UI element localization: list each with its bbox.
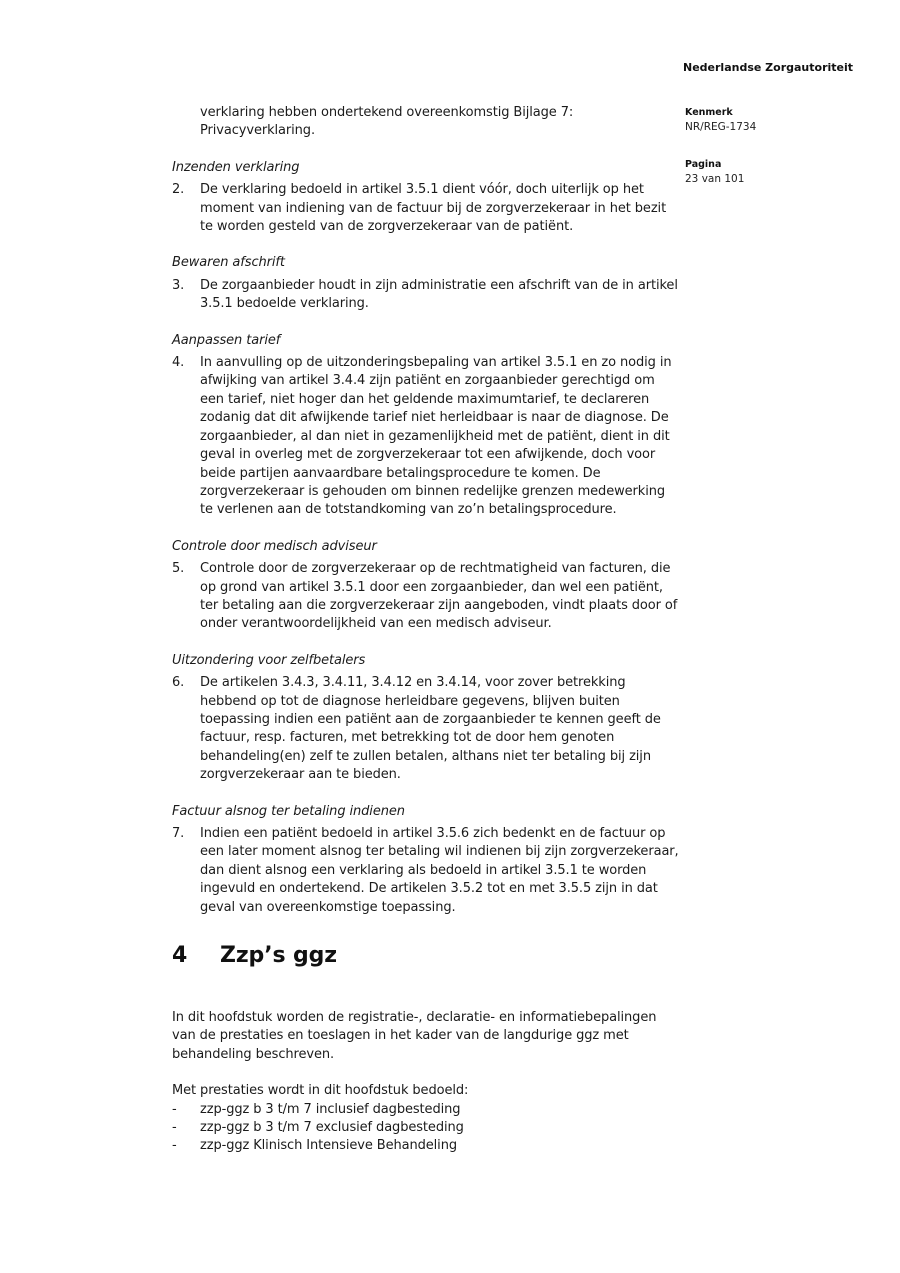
item-number: 7. <box>172 826 185 841</box>
section-heading: Uitzondering voor zelfbetalers <box>172 652 366 668</box>
bullet-text: zzp-ggz b 3 t/m 7 exclusief dagbesteding <box>200 1120 464 1136</box>
item-text: Indien een patiënt bedoeld in artikel 3.5.6 zich bedenkt en de factuur op een later moment alsnog ter betaling wil indienen bij zijn zorgverzekeraar, dan dient alsnog een verklaring als bedoeld in artikel 3.5.1 te worden ingevuld en ondertekend. De artikelen 3.5.2 tot en met 3.5.5 zijn in dat geval van overeenkomstige toepassing. <box>200 826 679 915</box>
kenmerk-label: Kenmerk <box>685 107 733 118</box>
section-heading: Factuur alsnog ter betaling indienen <box>172 803 405 819</box>
bullet-dash: - <box>172 1120 177 1136</box>
numbered-item <box>172 674 679 784</box>
chapter-intro-paragraph: In dit hoofdstuk worden de registratie-, declaratie- en informatiebepalingen van de prestaties en toeslagen in het kader van de langdurige ggz met behandeling beschreven. <box>172 1010 657 1062</box>
item-text: In aanvulling op de uitzonderingsbepaling van artikel 3.5.1 en zo nodig in afwijking van artikel 3.4.4 zijn patiënt en zorgaanbieder gerechtigd om een tarief, niet hoger dan het geldende maximumtarief, te declareren zodanig dat dit afwijkende tarief niet herleidbaar is naar de diagnose. De zorgaanbieder, al dan niet in gezamenlijkheid met de patiënt, dient in dit geval in overleg met de zorgverzekeraar tot een afwijkende, doch voor beide partijen aanvaardbare betalingsprocedure te komen. De zorgverzekeraar is gehouden om binnen redelijke grenzen medewerking te verlenen aan de totstandkoming van zo’n betalingsprocedure. <box>200 355 672 518</box>
section-heading: Bewaren afschrift <box>172 255 285 271</box>
bullet-item <box>172 1101 679 1119</box>
item-number: 4. <box>172 355 185 371</box>
item-number: 3. <box>172 277 185 293</box>
bullet-item <box>172 1137 679 1155</box>
prestaties-list-intro: Met prestaties wordt in dit hoofdstuk bedoeld: <box>172 1083 469 1099</box>
pagina-value: 23 van 101 <box>685 173 745 185</box>
bullet-item <box>172 1119 679 1137</box>
chapter-number: 4 <box>172 943 188 969</box>
section-heading: Inzenden verklaring <box>172 159 300 175</box>
item-number: 5. <box>172 561 185 577</box>
section-heading: Aanpassen tarief <box>172 332 281 348</box>
bullets-container <box>172 1101 679 1156</box>
numbered-item <box>172 277 679 314</box>
numbered-item <box>172 354 679 520</box>
numbered-item <box>172 560 679 634</box>
continuation-paragraph: verklaring hebben ondertekend overeenkomstig Bijlage 7: Privacyverklaring. <box>200 105 574 139</box>
numbered-item <box>172 181 679 236</box>
item-text: Controle door de zorgverzekeraar op de rechtmatigheid van facturen, die op grond van artikel 3.5.1 door een zorgaanbieder, dan wel een patiënt, ter betaling aan die zorgverzekeraar zijn aangeboden, vindt plaats door of onder verantwoordelijkheid van een medisch adviseur. <box>200 561 678 632</box>
pagina-label: Pagina <box>685 159 722 170</box>
kenmerk-value: NR/REG-1734 <box>685 121 757 133</box>
bullet-text: zzp-ggz Klinisch Intensieve Behandeling <box>200 1138 457 1154</box>
numbered-item <box>172 825 679 917</box>
item-text: De verklaring bedoeld in artikel 3.5.1 dient vóór, doch uiterlijk op het moment van indiening van de factuur bij de zorgverzekeraar in het bezit te worden gesteld van de zorgverzekeraar van de patiënt. <box>200 182 667 235</box>
main-text-column <box>172 104 679 1156</box>
bullet-dash: - <box>172 1101 177 1117</box>
document-meta <box>685 107 756 211</box>
bullet-text: zzp-ggz b 3 t/m 7 inclusief dagbesteding <box>200 1101 461 1117</box>
sections-container <box>172 159 679 917</box>
organization-title: Nederlandse Zorgautoriteit <box>683 61 854 74</box>
bullet-dash: - <box>172 1138 177 1154</box>
item-number: 6. <box>172 675 185 691</box>
chapter-title: Zzp’s ggz <box>220 943 338 969</box>
chapter-heading <box>172 943 679 969</box>
item-number: 2. <box>172 182 185 198</box>
item-text: De zorgaanbieder houdt in zijn administratie een afschrift van de in artikel 3.5.1 bedoelde verklaring. <box>200 277 678 312</box>
section-heading: Controle door medisch adviseur <box>172 538 377 554</box>
item-text: De artikelen 3.4.3, 3.4.11, 3.4.12 en 3.4.14, voor zover betrekking hebbend op tot de diagnose herleidbare gegevens, blijven buiten toepassing indien een patiënt aan de zorgaanbieder te kennen geeft de factuur, resp. facturen, met betrekking tot de door hem genoten behandeling(en) zelf te zullen betalen, althans niet ter betaling bij zijn zorgverzekeraar aan te bieden. <box>200 675 661 783</box>
